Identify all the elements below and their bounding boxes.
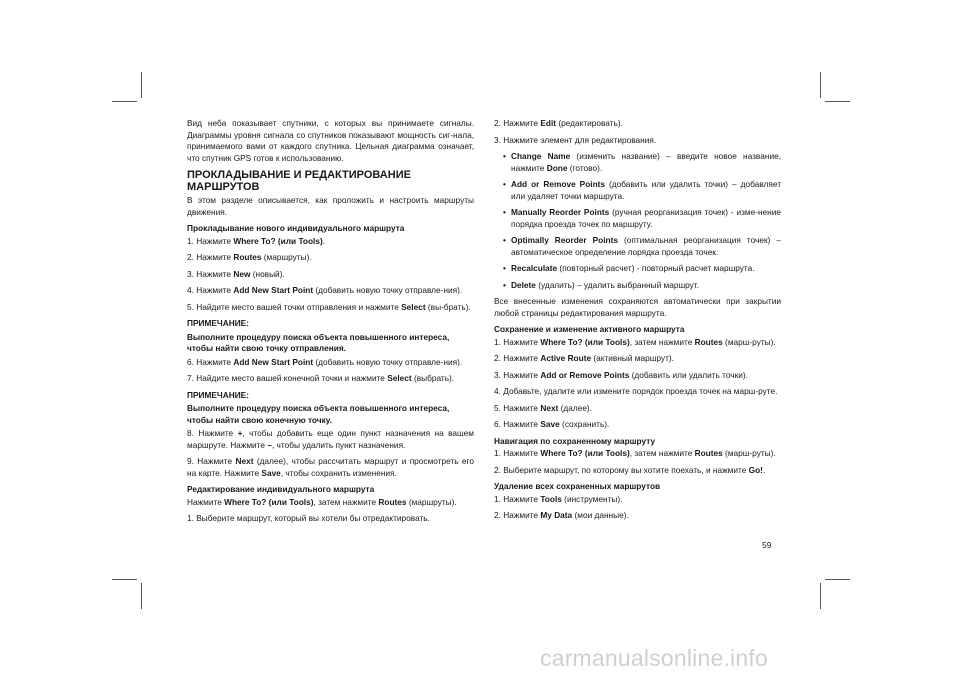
bullet-icon: • [503,279,506,290]
text-run: (марш-руты). [722,336,776,347]
step-item [187,456,474,479]
text-run: (вы-брать). [425,301,471,312]
text-run: Нажмите [196,285,234,295]
step-item [494,465,781,477]
subsection-heading: Прокладывание нового индивидуального маршрута [187,223,405,233]
section-heading: ПРОКЛАДЫВАНИЕ И РЕДАКТИРОВАНИЕ МАРШРУТОВ [187,169,411,193]
step-item [187,497,474,509]
text-run: 6. [494,419,501,429]
bold-text: Where To? (или Tools) [540,448,630,458]
text-run: , затем нажмите [629,336,695,347]
right-column [494,118,781,527]
text-run: (удалить) – удалить выбранный маршрут. [535,279,699,290]
crop-mark [820,72,821,98]
step-item [187,373,474,385]
bold-text: Done [546,162,568,173]
bold-text: Where To? (или Tools) [224,496,314,507]
text-run: 8. [187,428,194,438]
text-run: (инструменты). [561,493,623,504]
bold-text: Where To? (или Tools) [540,336,630,347]
text-run: (марш-руты). [722,448,776,458]
text-run: 4. [187,285,194,295]
note-text: ПРИМЕЧАНИЕ: [187,318,249,328]
text-run: , затем нажмите [313,496,379,507]
bold-text: Where To? (или Tools) [233,235,323,246]
text-run: Нажмите [503,336,541,347]
text-run: 5. [494,402,501,413]
step-item [494,419,781,431]
text-run: (выбрать). [411,373,455,383]
note-text: ПРИМЕЧАНИЕ: [187,389,249,400]
text-run: (маршруты). [261,252,312,262]
bold-text: Select [387,373,412,383]
step-item [494,386,781,398]
step-item [187,285,474,297]
bold-text: Add New Start Point [233,285,314,295]
text-run: Нажмите [503,448,541,458]
step-item [494,353,781,365]
text-run: (оптимальная реорганизация точек) – автоматическое определение порядка проезда точек. [511,235,781,257]
crop-mark [825,101,850,102]
step-item [494,403,781,415]
text-run: Выберите маршрут, по которому вы хотите поехать, и нажмите [503,464,749,475]
bold-text: Add or Remove Points [511,179,606,189]
text-run: 1. [187,235,194,246]
text-run: 6. [187,356,194,367]
step-item [494,510,781,522]
text-run: Нажмите [187,496,225,507]
text-run: Нажмите [503,118,541,128]
bold-text: Routes [694,448,723,458]
bullet-list [494,151,781,291]
text-run: , чтобы удалить пункт назначения. [271,439,406,450]
text-run: . [322,235,326,246]
step-item [494,370,781,382]
crop-mark [141,72,142,98]
page-number: 59 [762,540,772,550]
text-run: (мои данные). [572,510,629,520]
bold-text: Active Route [540,353,592,363]
bold-text: Routes [694,336,723,347]
text-run: . [762,464,766,475]
bullet-icon: • [503,151,506,161]
crop-mark [820,583,821,609]
subsection-heading: Навигация по сохраненному маршруту [494,435,656,446]
text-run: 4. [494,386,501,396]
text-run: Нажмите [196,235,234,246]
text-run: Нажмите [197,456,236,466]
text-run: 2. [187,252,194,262]
text-run: 3. [494,134,501,145]
bullet-item [494,263,781,275]
text-run: Нажмите [196,252,234,262]
text-run: (повторный расчет) - повторный расчет маршрута. [557,263,755,273]
text-run: (готово). [567,162,603,173]
step-item [494,118,781,130]
crop-mark [825,579,850,580]
bold-text: Add New Start Point [233,356,314,367]
text-run: (добавить новую точку отправле-ния). [313,356,463,367]
bold-text: Routes [233,252,262,262]
text-run: (далее). [558,402,593,413]
bold-text: Manually Reorder Points [511,207,610,217]
text-run: 3. [187,268,194,279]
bold-text: Save [261,467,281,478]
text-run: 1. [187,513,194,523]
text-run: Выберите маршрут, который вы хотели бы отредактировать. [196,513,430,523]
bold-text: Routes [378,496,407,507]
text-run: Нажмите [503,493,541,504]
bullet-item [494,280,781,292]
text-run: (редактировать). [556,118,623,128]
text-run: (новый). [250,268,285,279]
bold-text: Tools [540,493,562,504]
bold-text: My Data [540,510,573,520]
bold-text: Select [401,301,426,312]
text-run: Нажмите [503,402,541,413]
bullet-icon: • [503,235,506,245]
text-run: , чтобы добавить еще один пункт назначения на вашем маршруте. Нажмите [187,428,474,450]
subsection-heading: Редактирование индивидуального маршрута [187,484,375,494]
subsection-heading: Удаление всех сохраненных маршрутов [494,481,661,491]
text-run: (маршруты). [406,496,457,507]
text-run: (добавить или удалить точки). [629,369,748,380]
text-run: Нажмите [196,356,234,367]
step-item [494,494,781,506]
text-run: 1. [494,336,501,347]
text-run: , чтобы сохранить изменения. [280,467,397,478]
text-run: 2. [494,118,501,128]
crop-mark [112,579,137,580]
text-run: 1. [494,448,501,458]
step-item [187,428,474,451]
bold-text: – [267,439,272,450]
bullet-icon: • [503,263,506,273]
bold-text: New [233,268,251,279]
bullet-item [494,235,781,258]
bold-text: Next [540,402,559,413]
step-item [494,448,781,460]
text-run: 3. [494,369,501,380]
text-run: (ручная реорганизация точек) - изме-нение порядка проезда точек по маршруту. [511,207,781,229]
text-run: 1. [494,493,501,504]
bullet-item [494,179,781,202]
text-run: (сохранить). [559,419,610,429]
step-item [494,135,781,147]
bullet-item [494,151,781,174]
note-text: Выполните процедуру поиска объекта повышенного интереса, чтобы найти свою конечную точку. [187,403,450,425]
bold-text: + [237,428,243,438]
text-run: Нажмите [503,419,541,429]
text-run: (далее), чтобы рассчитать маршрут и просмотреть его на карте. Нажмите [187,456,475,478]
text-run: 9. [187,456,194,466]
bullet-item [494,207,781,230]
paragraph: Все внесенные изменения сохраняются автоматически при закрытии любой страницы редактирования маршрута. [494,296,781,318]
text-run: Нажмите [198,428,238,438]
step-item [494,337,781,349]
text-run: Нажмите [503,353,541,363]
text-run: 7. [187,373,194,383]
step-item [187,269,474,281]
text-run: (изменить название) – введите новое название, нажмите [511,151,782,173]
step-item [187,252,474,264]
paragraph: Вид неба показывает спутники, с которых вы принимаете сигналы. Диаграммы уровня сигнала со спутников показывают мощность сиг-нала, принимаемого вами от каждого спутника. Цельная диаграмма означает, что спутник GPS готов к использованию. [187,118,474,163]
text-run: 2. [494,510,501,520]
step-item [187,513,474,525]
text-run: Найдите место вашей точки отправления и нажмите [196,301,402,312]
text-run: (активный маршрут). [591,353,674,363]
step-item [187,302,474,314]
text-run: 5. [187,301,194,312]
watermark: carmanualsonline.info [540,645,768,671]
bullet-icon: • [503,179,506,189]
text-run: (добавить новую точку отправле-ния). [313,285,463,295]
bold-text: Save [540,419,560,429]
text-run: Нажмите [196,268,234,279]
subsection-heading: Сохранение и изменение активного маршрута [494,324,685,334]
text-run: 2. [494,464,501,475]
bold-text: Delete [511,279,536,290]
crop-mark [112,101,137,102]
bold-text: Change Name [511,151,571,161]
text-run: Нажмите элемент для редактирования. [503,134,657,145]
text-run: , затем нажмите [629,448,695,458]
note-text: Выполните процедуру поиска объекта повышенного интереса, чтобы найти свою точку отправления. [187,331,450,353]
bold-text: Go! [748,464,763,475]
text-run: 2. [494,353,501,363]
paragraph: В этом разделе описывается, как проложить и настроить маршруты движения. [187,195,474,217]
text-run: Нажмите [503,369,541,380]
bold-text: Optimally Reorder Points [511,235,618,245]
text-run: Найдите место вашей конечной точки и нажмите [196,373,388,383]
text-run: (добавить или удалить точки) – добавляет или удаляет точки маршрута. [511,179,781,201]
step-item [187,236,474,248]
bold-text: Add or Remove Points [540,369,630,380]
left-column [187,118,474,530]
bold-text: Next [235,456,254,466]
text-run: Нажмите [503,510,541,520]
text-run: Добавьте, удалите или измените порядок проезда точек на марш-руте. [503,386,778,396]
crop-mark [141,583,142,609]
bold-text: Recalculate [511,263,558,273]
step-item [187,357,474,369]
bold-text: Edit [540,118,557,128]
bullet-icon: • [503,207,506,217]
